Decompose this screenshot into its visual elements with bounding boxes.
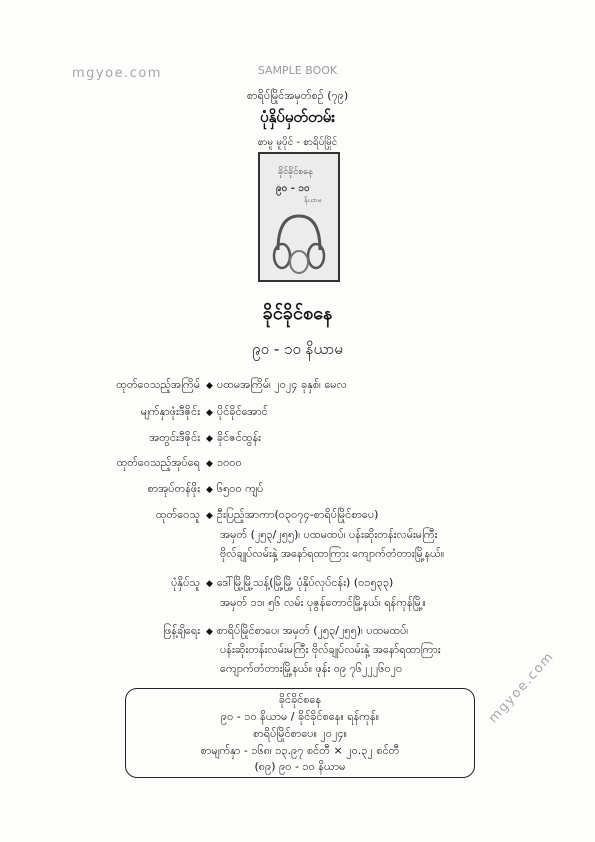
diamond-bullet-icon: ◆ <box>206 485 213 495</box>
detail-label: အတွင်းဒီဇိုင်း <box>149 431 200 444</box>
cip-line: စာမျက်နှာ - ၁၆၈၊ ၁၃.၉၇ စင်တီ × ၂၀.၃၂ စင်တီ <box>200 744 400 757</box>
detail-label: ထုတ်ဝေသည့်အုပ်ရေ <box>116 456 200 469</box>
distributor-line: ပန်းဆိုးတန်းလမ်းမကြီး ဗိုလ်ချုပ်လမ်းနှဲ့ အနော်ရထာကြား <box>220 643 441 656</box>
publisher-line: ဦးပြည့်အာကာ(၀၃၀၇၄-စာရိပ်မြိုင်စာပေ) <box>216 508 379 521</box>
printer-label: ပုံနှိပ်သူ <box>171 576 200 589</box>
printer-line: ဒေါ်မြို့မြို့သန့်(မြို့မြို့ ပုံနှိပ်လုပ်ငန်း) (၀၁၅၃၃) <box>216 576 394 589</box>
cip-line: ခိုင်ခိုင်စနေ <box>278 693 322 706</box>
cip-record-box <box>125 688 475 778</box>
cover-title-word: နိယာမ <box>304 196 322 204</box>
diamond-bullet-icon: ◆ <box>206 627 213 637</box>
publisher-label: ထုတ်ဝေသူ <box>155 508 200 521</box>
distributor-line: ကျောက်တံတားမြို့နယ်။ ဖုန်း ၀၉ ၇၆၂၂၂၆၀၂၀ <box>220 662 403 675</box>
copyright-tagline: စာမူ မူပိုင် - စာရိပ်မြိုင် <box>257 137 338 148</box>
book-cover-thumbnail <box>258 152 340 282</box>
detail-label: မျက်နှာဖုံးဒီဇိုင်း <box>140 405 200 418</box>
diamond-bullet-icon: ◆ <box>206 381 213 391</box>
diamond-bullet-icon: ◆ <box>206 579 213 589</box>
watermark-site-top: mgyoe.com <box>72 66 162 81</box>
detail-label: စာအုပ်တန်ဖိုး <box>147 482 200 495</box>
book-title: ၉၀ - ၁၀ နိယာမ <box>252 340 343 358</box>
printer-line: အမှတ် ၁၁၊ ၅၆ လမ်း ပုဇွန်တောင်မြို့နယ်၊ ရန်ကုန်မြို့။ <box>220 596 426 609</box>
detail-value: ပိုင်ခိုင်အောင် <box>216 405 268 418</box>
diamond-bullet-icon: ◆ <box>206 459 213 469</box>
detail-value: ၁၀၀၀ <box>216 456 242 469</box>
headphones-illustration-icon <box>270 206 328 276</box>
imprint-heading: ပုံနှိပ်မှတ်တမ်း <box>259 108 335 126</box>
watermark-site-diagonal: mgyoe.com <box>486 649 558 727</box>
distributor-label: ဖြန့်ချိရေး <box>163 624 200 637</box>
cover-author: ခိုင်ခိုင်စနေ <box>278 167 313 177</box>
sample-book-watermark: SAMPLE BOOK <box>257 64 338 77</box>
detail-value: ခိုင်ဇင်ထွန်း <box>216 431 261 444</box>
cip-line: စာရိပ်မြိုင်စာပေ။ ၂၀၂၄။ <box>253 727 347 740</box>
series-number: စာရိပ်မြိုင်အမှတ်စဉ် (၇၉) <box>246 89 349 102</box>
detail-value: ၆၅၀၀ ကျပ် <box>216 482 264 495</box>
detail-label: ထုတ်ဝေသည့်အကြိမ် <box>116 378 200 391</box>
cip-line: (၈၉) ၉၀ - ၁၀ နိယာမ <box>254 760 346 773</box>
diamond-bullet-icon: ◆ <box>206 434 213 444</box>
diamond-bullet-icon: ◆ <box>206 408 213 418</box>
distributor-line: စာရိပ်မြိုင်စာပေ၊ အမှတ် (၂၅၃/၂၅၅)၊ ပထမထပ်၊ <box>216 624 409 637</box>
cip-line: ၉၀ - ၁၀ နိယာမ / ခိုင်ခိုင်စနေ။ ရန်ကုန်။ <box>220 710 380 723</box>
diamond-bullet-icon: ◆ <box>206 511 213 521</box>
cover-title-number: ၉၀ - ၁၀ <box>276 183 310 194</box>
publisher-line: ဗိုလ်ချုပ်လမ်းနှဲ့ အနော်ရထာကြား ကျောက်တံတားမြို့နယ်။ <box>220 547 445 560</box>
publisher-line: အမှတ် (၂၅၃/၂၅၅)၊ ပထမထပ်၊ ပန်းဆိုးတန်းလမ်းမကြီး <box>220 528 438 541</box>
detail-value: ပထမအကြိမ်၊ ၂၀၂၄ ခုနှစ်၊ မေလ <box>216 378 347 391</box>
book-author: ခိုင်ခိုင်စနေ <box>262 303 333 324</box>
